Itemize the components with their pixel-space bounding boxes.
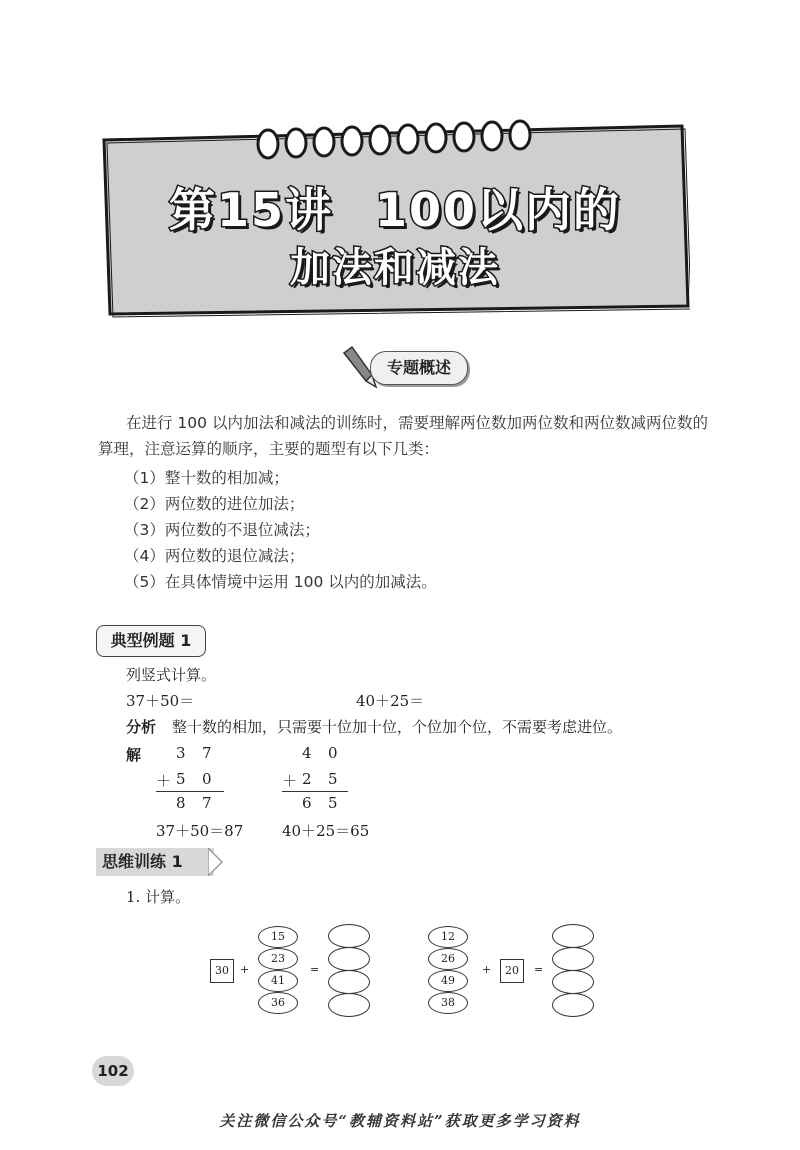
answer-oval[interactable] <box>552 947 594 971</box>
answer-oval[interactable] <box>328 993 370 1017</box>
answer-oval[interactable] <box>552 993 594 1017</box>
number-box: 30 <box>210 959 234 983</box>
number-oval: 36 <box>258 992 298 1014</box>
number-oval: 15 <box>258 926 298 948</box>
solution-label: 解 <box>126 746 142 764</box>
example-problem-1: 37＋50＝ <box>126 692 195 710</box>
chapter-title-line2: 加法和减法 <box>290 245 500 291</box>
analysis-label: 分析 <box>126 718 157 736</box>
plus-sign: ＋ <box>156 772 172 790</box>
example-instruction: 列竖式计算。 <box>126 666 217 684</box>
intro-item-2: （2）两位数的进位加法； <box>124 495 305 513</box>
number-oval: 49 <box>428 970 468 992</box>
calc-diagram-right <box>428 920 628 1024</box>
answer-1: 37＋50＝87 <box>156 822 244 840</box>
number-oval: 38 <box>428 992 468 1014</box>
digit: 6 <box>302 794 312 812</box>
question-1: 1. 计算。 <box>126 888 191 906</box>
analysis-text: 整十数的相加，只需要十位加十位，个位加个位，不需要考虑进位。 <box>172 718 623 736</box>
number-oval: 12 <box>428 926 468 948</box>
example-problem-2: 40＋25＝ <box>356 692 425 710</box>
answer-2: 40＋25＝65 <box>282 822 370 840</box>
training-label-text: 思维训练 1 <box>102 852 183 871</box>
sum-line <box>156 791 224 792</box>
intro-item-3: （3）两位数的不退位减法； <box>124 521 320 539</box>
training-label <box>96 848 214 876</box>
digit: 0 <box>202 770 212 788</box>
digit: 2 <box>302 770 312 788</box>
number-oval: 23 <box>258 948 298 970</box>
digit: 0 <box>328 744 338 762</box>
overview-label: 专题概述 <box>370 351 468 385</box>
page-number: 102 <box>92 1056 134 1086</box>
chapter-title-line1: 第15讲 100以内的 <box>168 183 622 237</box>
plus-sign: + <box>240 963 250 976</box>
digit: 4 <box>302 744 312 762</box>
footer-notice: 关注微信公众号“教辅资料站”获取更多学习资料 <box>219 1112 581 1130</box>
arrow-tab-icon <box>208 848 224 876</box>
digit: 5 <box>328 770 338 788</box>
plus-sign: + <box>482 963 492 976</box>
number-box: 20 <box>500 959 524 983</box>
answer-oval[interactable] <box>328 970 370 994</box>
sum-line <box>282 791 348 792</box>
equals-sign: = <box>310 963 320 976</box>
calc-diagram-left <box>200 920 400 1024</box>
digit: 3 <box>176 744 186 762</box>
digit: 7 <box>202 744 212 762</box>
vertical-calculation-2 <box>278 744 358 814</box>
vertical-calculation-1 <box>152 744 232 814</box>
intro-paragraph: 在进行 100 以内加法和减法的训练时，需要理解两位数加两位数和两位数减两位数的算理，注意运算的顺序，主要的题型有以下几类： <box>98 414 708 458</box>
intro-item-5: （5）在具体情境中运用 100 以内的加减法。 <box>124 573 437 591</box>
number-oval: 41 <box>258 970 298 992</box>
digit: 5 <box>176 770 186 788</box>
chapter-title-banner <box>100 118 690 318</box>
digit: 7 <box>202 794 212 812</box>
answer-oval[interactable] <box>552 924 594 948</box>
number-oval: 26 <box>428 948 468 970</box>
example-label: 典型例题 1 <box>96 625 206 657</box>
answer-oval[interactable] <box>328 924 370 948</box>
digit: 5 <box>328 794 338 812</box>
intro-item-1: （1）整十数的相加减； <box>124 469 289 487</box>
digit: 8 <box>176 794 186 812</box>
equals-sign: = <box>534 963 544 976</box>
overview-section-header <box>340 345 480 391</box>
plus-sign: ＋ <box>282 772 298 790</box>
intro-item-4: （4）两位数的退位减法； <box>124 547 305 565</box>
answer-oval[interactable] <box>552 970 594 994</box>
answer-oval[interactable] <box>328 947 370 971</box>
